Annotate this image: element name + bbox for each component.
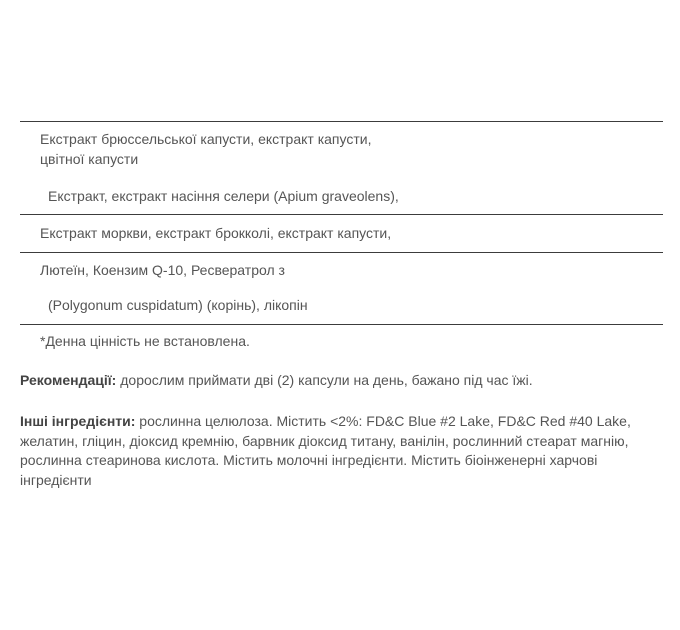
table-row-1-line-2: цвітної капусти [40, 151, 139, 167]
recommendations-label: Рекомендації: [20, 372, 117, 388]
table-row-1-line-1: Екстракт брюссельської капусти, екстракт капусти, [40, 131, 372, 147]
table-row-3-line-1: Екстракт моркви, екстракт брокколі, екстракт капусти, [40, 225, 392, 241]
table-footnote: *Денна цінність не встановлена. [40, 333, 250, 349]
table-row-2-line-1: Екстракт, екстракт насіння селери (Apium graveolens), [48, 188, 399, 204]
table-divider [20, 121, 663, 122]
other-ingredients-paragraph [20, 412, 660, 490]
table-row-4-line-1: Лютеїн, Коензим Q-10, Ресвератрол з [40, 262, 285, 278]
table-divider [20, 324, 663, 325]
table-row-4-line-2: (Polygonum cuspidatum) (корінь), лікопін [48, 297, 308, 313]
other-ingredients-text: рослинна целюлоза. Містить <2%: FD&C Blue #2 Lake, FD&C Red #40 Lake, желатин, гліцин, діоксид кремнію, барвник діоксид титану, ванілін, рослинний стеарат магнію, рослинна стеаринова кислота. Містить молочні інгредієнти. Містить біоінженерні харчові інгредієнти [20, 413, 631, 488]
recommendations-paragraph [20, 371, 660, 391]
table-divider [20, 214, 663, 215]
table-divider [20, 252, 663, 253]
recommendations-text: дорослим приймати дві (2) капсули на день, бажано під час їжі. [116, 372, 533, 388]
other-ingredients-label: Інші інгредієнти: [20, 413, 136, 429]
